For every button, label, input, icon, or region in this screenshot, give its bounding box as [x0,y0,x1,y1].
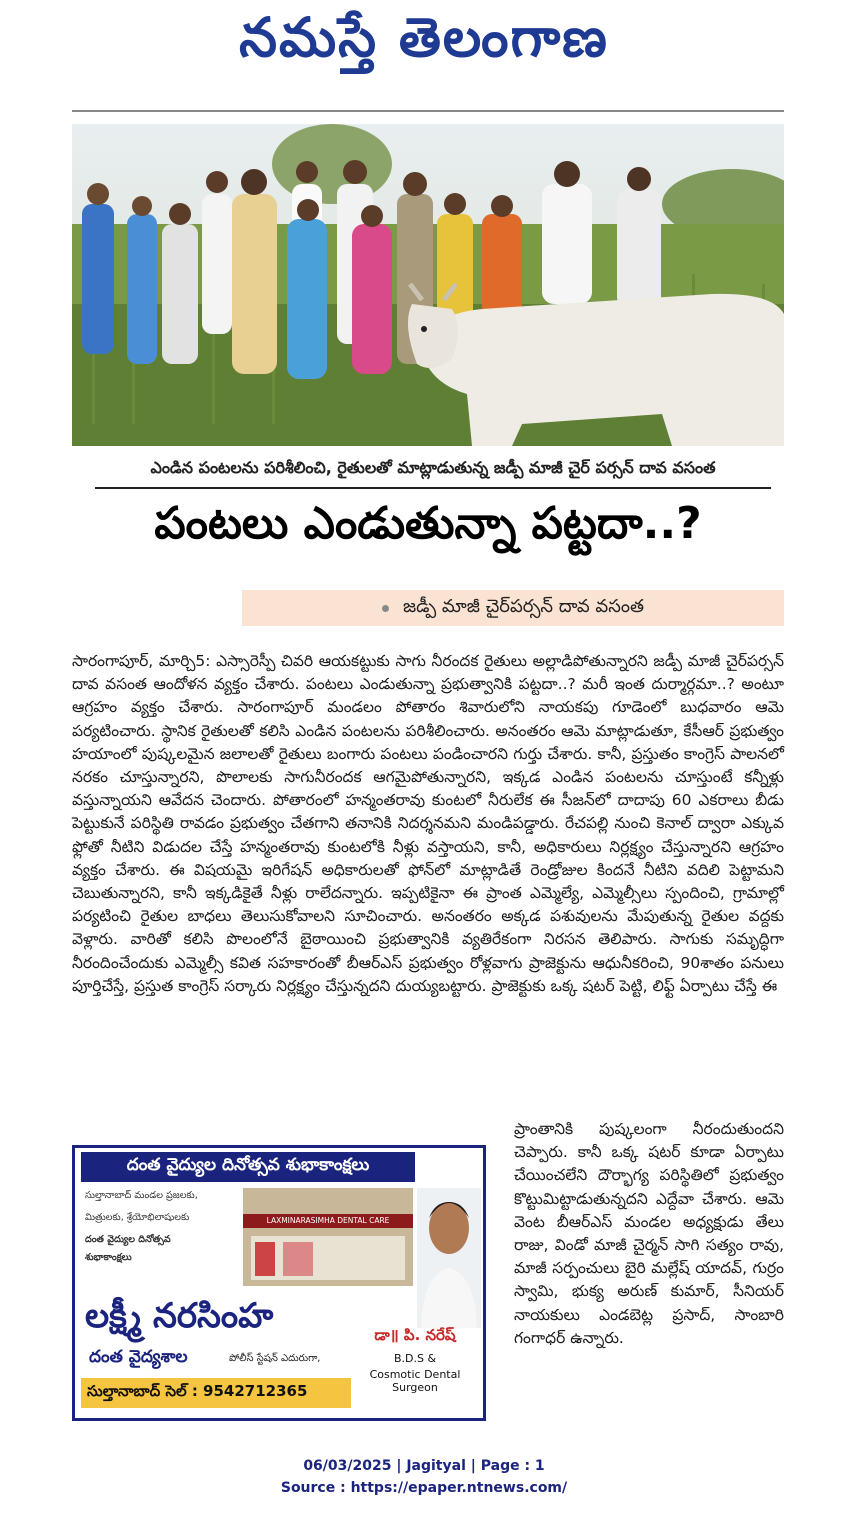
bullet-icon [382,605,389,612]
clinic-sign: LAXMINARASIMHA DENTAL CARE [243,1214,413,1228]
ad-phone: సుల్తానాబాద్ సెల్ : 9542712365 [81,1378,351,1408]
article-paragraph: సారంగాపూర్, మార్చి5: ఎస్సారెస్పీ చివరి ఆయకట్టుకు సాగు నీరందక రైతులు అల్లాడిపోతున్నారని జడ్పీ మాజీ చైర్‌పర్సన్ దావ వసంత ఆందోళన వ్యక్తం చేశారు. పంటలు ఎండుతున్నా ప్రభుత్వానికి పట్టదా..? మరీ ఇంత దుర్మార్గమా..? అంటూ ఆగ్రహం వ్యక్తం చేశారు. సారంగాపూర్ మండలం పోతారం శివారులోని నాయకపు గూడెంలో బుధవారం ఆమె పర్యటించారు. స్థానిక రైతులతో కలిసి ఎండిన పంటలను పరిశీలించారు. అనంతరం ఆమె మాట్లాడుతూ, కేసీఆర్ ప్రభుత్వం హయాంలో పుష్కలమైన జలాలతో రైతులు బంగారు పంటలు పండించారని గుర్తు చేశారు. కానీ, ప్రస్తుతం కాంగ్రెస్ పాలనలో నరకం చూస్తున్నారని, పొలాలకు సాగునీరందక ఆగమైపోతున్నారని, ఇక్కడ ఎండిన పంటలను చూస్తుంటే కన్నీళ్లు వస్తున్నాయని ఆవేదన చెందారు. పోతారంలో హన్మంతరావు కుంటలో నీరులేక ఈ సీజన్‌లో దాదాపు 60 ఎకరాలు బీడు పెట్టుకునే పరిస్థితి రావడం ప్రభుత్వం చేతగాని తనానికి నిదర్శనమని మండిపడ్డారు. రేచపల్లి నుంచి కెనాల్ ద్వారా ఎక్కువ ఫ్లోతో నీటిని విడుదల చేస్తే హన్మంతరావు కుంటలోకి నీళ్లు వస్తాయని, కానీ, అధికారులు నిర్లక్ష్యం చేస్తున్నారని ఆగ్రహం వ్యక్తం చేశారు. ఈ విషయమై ఇరిగేషన్ అధికారులతో ఫోన్‌లో మాట్లాడితే రెండ్రోజుల కిందనే నీటిని వదిలి పెట్టామని చెబుతున్నారని, కానీ ఇక్కడికైతే నీళ్లు రాలేదన్నారు. ఇప్పటికైనా ఈ ప్రాంత ఎమ్మెల్యే, ఎమ్మెల్సీలు స్పందించి, గ్రామాల్లో పర్యటించి రైతుల బాధలు తెలుసుకోవాలని సూచించారు. అనంతరం అక్కడ పశువులను మేపుతున్న రైతుల వద్దకు వెళ్లారు. వారితో కలిసి పొలంలోనే బైఠాయించి ప్రభుత్వానికి వ్యతిరేకంగా నిరసన తెలిపారు. సాగుకు సమృద్ధిగా నీరందించేందుకు ఎమ్మెల్సీ కవిత సహకారంతో బీఆర్‌ఎస్ ప్రభుత్వం రోళ్లవాగు ప్రాజెక్టును ఆధునీకరించి, 90శాతం పనులు పూర్తిచేస్తే, ప్రస్తుత కాంగ్రెస్ సర్కారు నిర్లక్ష్యం చేస్తున్నదని దుయ్యబట్టారు. ప్రాజెక్టుకు ఒక్క షటర్ పెట్టి, లిఫ్ట్ ఏర్పాటు చేస్తే ఈ [72,652,784,995]
doctor-name: డా॥ పి. నరేష్ [374,1326,456,1344]
ad-greeting-line: శుభాకాంక్షలు [85,1252,132,1263]
ad-greeting-line: దంత వైద్యుల దినోత్సవ [85,1234,171,1245]
doctor-specialty: Cosmotic Dental Surgeon [369,1368,461,1394]
ad-greeting-line: సుల్తానాబాద్ మండల ప్రజలకు, [85,1190,198,1201]
photo-caption: ఎండిన పంటలను పరిశీలించి, రైతులతో మాట్లాడుతున్న జడ్పీ మాజీ చైర్ పర్సన్ దావ వసంత [95,458,771,489]
newspaper-title: నమస్తే తెలంగాణ [239,6,609,69]
masthead-divider [72,110,784,112]
footer-edition-line: 06/03/2025 | Jagityal | Page : 1 [303,1458,545,1474]
subheadline [242,590,784,626]
article-continuation: ప్రాంతానికి పుష్కలంగా నీరందుతుందని చెప్పారు. కానీ ఒక్క షటర్ కూడా ఏర్పాటు చేయించలేని దౌర్భాగ్య పరిస్థితిలో ప్రభుత్వం కొట్టుమిట్టాడుతున్నదని ఎద్దేవా చేశారు. ఆమె వెంట బీఆర్‌ఎస్ మండల అధ్యక్షుడు తేలు రాజు, విండో మాజీ చైర్మన్ సాగి సత్యం రావు, మాజీ సర్పంచులు బైరి మల్లేష్ యాదవ్, గుర్రం స్వామి, భుక్య అరుణ్ కుమార్, సీనియర్ నాయకులు ఎండబెట్ల ప్రసాద్, సాంబారి గంగాధర్ ఉన్నారు. [514,1120,784,1347]
ad-greeting-line: మిత్రులకు, శ్రేయోభిలాషులకు [85,1212,190,1223]
ad-brand-name: లక్ష్మీ నరసింహ [85,1296,274,1336]
clinic-photo [243,1188,413,1286]
field-photo-illustration [72,124,784,446]
dental-advertisement [72,1145,486,1421]
doctor-info [347,1326,483,1394]
subheadline-text: జడ్పీ మాజీ చైర్‌పర్సన్ దావ వసంత [403,595,644,617]
headline: పంటలు ఎండుతున్నా పట్టదా..? [154,498,702,549]
article-body [72,650,784,998]
ad-header: దంత వైద్యుల దినోత్సవ శుభాకాంక్షలు [81,1152,415,1182]
ad-location: పోలీస్ స్టేషన్ ఎదురుగా, [229,1353,321,1364]
news-photo [72,124,784,446]
masthead [0,6,848,83]
ad-clinic-type: దంత వైద్యశాల [89,1347,188,1367]
doctor-degree: B.D.S & [393,1352,437,1365]
footer-source-line: Source : https://epaper.ntnews.com/ [280,1480,568,1496]
doctor-portrait [417,1188,481,1328]
